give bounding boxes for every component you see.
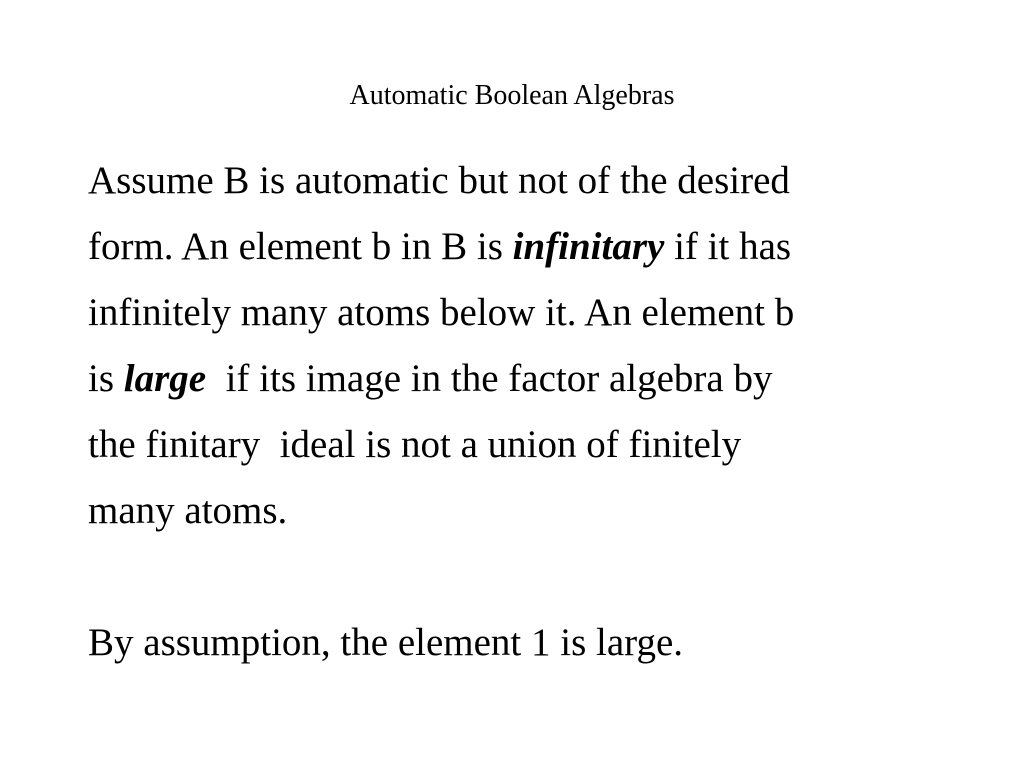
paragraph-assumption: [88, 610, 948, 676]
body-line-3: infinitely many atoms below it. An element b: [88, 291, 795, 334]
body-line-2-start: form. An element b in B is: [88, 225, 513, 268]
paragraph-definitions: [88, 148, 948, 544]
body-line-7: By assumption, the element 1 is large.: [88, 621, 684, 664]
body-line-2: [88, 214, 948, 280]
term-infinitary: infinitary: [512, 225, 665, 268]
body-line-4-end: if its image in the factor algebra by: [206, 357, 773, 400]
paragraph-spacer: [88, 544, 948, 610]
body-line-5: the finitary ideal is not a union of finitely: [88, 423, 742, 466]
slide-title: Automatic Boolean Algebras: [349, 80, 675, 111]
slide-body: [88, 148, 948, 676]
body-line-6: many atoms.: [88, 489, 288, 532]
term-large: large: [123, 357, 207, 400]
body-line-1: Assume B is automatic but not of the desired: [88, 159, 790, 202]
body-line-4: [88, 346, 948, 412]
body-line-4-start: is: [88, 357, 124, 400]
body-line-2-end: if it has: [664, 225, 792, 268]
